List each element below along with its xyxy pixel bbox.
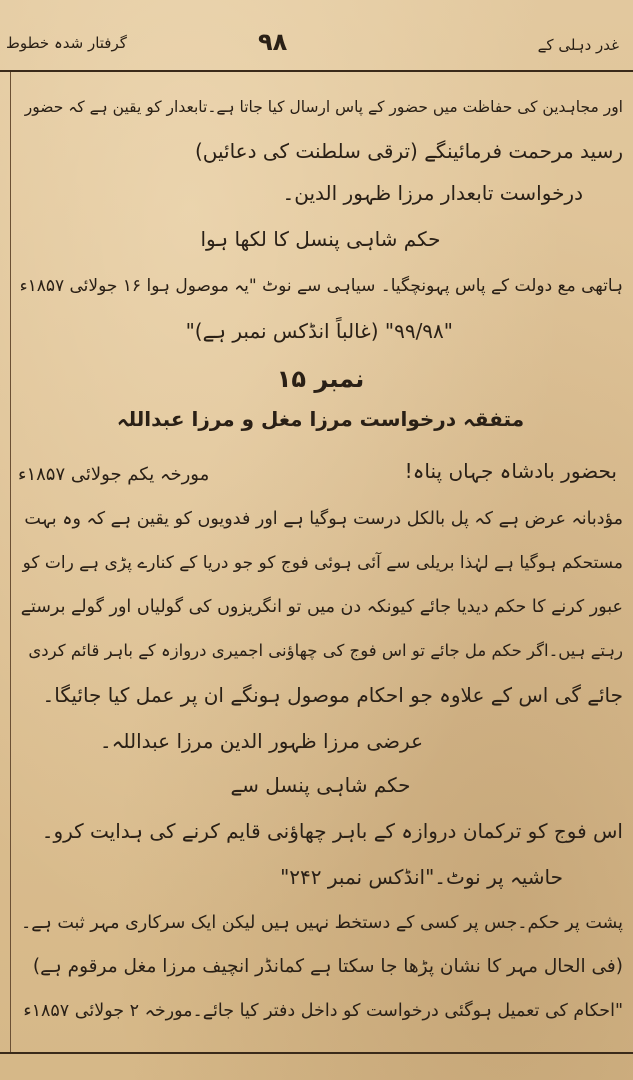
text-line: مستحکم ہوگیا ہے لہٰذا بریلی سے آئی ہوئی فوج کو جو دریا کے کنارے پڑی ہے رات کو xyxy=(22,553,623,573)
salutation: بحضور بادشاہ جہاں پناہ! xyxy=(404,459,617,483)
margin-line xyxy=(10,72,11,1052)
text-line: مؤدبانہ عرض ہے کہ پل بالکل درست ہوگیا ہے اور فدویوں کو یقین ہے کہ وہ بہت xyxy=(24,509,623,529)
text-line: پشت پر حکم۔جس پر کسی کے دستخط نہیں ہیں لیکن ایک سرکاری مہر ثبت ہے۔ xyxy=(21,913,623,933)
header-right-text: گرفتار شدہ خطوط xyxy=(6,34,127,52)
text-line: جائے گی اس کے علاوہ جو احکام موصول ہونگے ان پر عمل کیا جائیگا۔ xyxy=(42,683,623,707)
text-line: درخواست تابعدار مرزا ظہور الدین۔ xyxy=(282,181,583,205)
text-line: رہتے ہیں۔اگر حکم مل جائے تو اس فوج کی چھاؤنی اجمیری دروازہ کے باہر قائم کردی xyxy=(28,641,623,660)
text-line: ہاتھی مع دولت کے پاس پہونچگیا۔ سیاہی سے نوٹ "یہ موصول ہوا ۱۶ جولائی ۱۸۵۷ء xyxy=(19,276,623,296)
text-line: (فی الحال مہر کا نشان پڑھا جا سکتا ہے کمانڈر انچیف مرزا مغل مرقوم ہے) xyxy=(32,956,623,977)
footer-rule xyxy=(0,1052,633,1054)
text-line: عرضی مرزا ظہور الدین مرزا عبداللہ۔ xyxy=(99,729,423,753)
page-header xyxy=(0,0,633,80)
header-title: غدر دہلی کے xyxy=(537,36,619,54)
text-line: اس فوج کو ترکمان دروازہ کے باہر چھاؤنی قایم کرنے کی ہدایت کرو۔ xyxy=(41,819,623,843)
page-number: ۹۸ xyxy=(258,28,288,56)
section-title: متفقہ درخواست مرزا مغل و مرزا عبداللہ xyxy=(116,407,525,431)
section-number: نمبر ۱۵ xyxy=(276,365,365,393)
text-line: حاشیہ پر نوٹ۔"انڈکس نمبر ۲۴۲" xyxy=(280,865,563,889)
header-rule xyxy=(0,70,633,72)
text-line: اور مجاہدین کی حفاظت میں حضور کے پاس ارسال کیا جاتا ہے۔تابعدار کو یقین ہے کہ حضور xyxy=(24,98,623,116)
date-line: مورخہ یکم جولائی ۱۸۵۷ء xyxy=(18,464,210,485)
text-line: حکم شاہی پنسل سے xyxy=(230,773,411,797)
page-body xyxy=(18,88,623,1048)
text-line: "۹۹/۹۸" (غالباً انڈکس نمبر ہے)" xyxy=(185,319,453,343)
text-line: عبور کرنے کا حکم دیدیا جائے کیونکہ دن میں تو انگریزوں کی گولیاں اور گولے برستے xyxy=(20,597,623,617)
text-line: حکم شاہی پنسل کا لکھا ہوا xyxy=(200,227,441,251)
text-line: رسید مرحمت فرمائینگے (ترقی سلطنت کی دعائیں) xyxy=(194,139,623,163)
text-line: "احکام کی تعمیل ہوگئی درخواست کو داخل دفتر کیا جائے۔مورخہ ۲ جولائی ۱۸۵۷ء xyxy=(23,1001,623,1021)
